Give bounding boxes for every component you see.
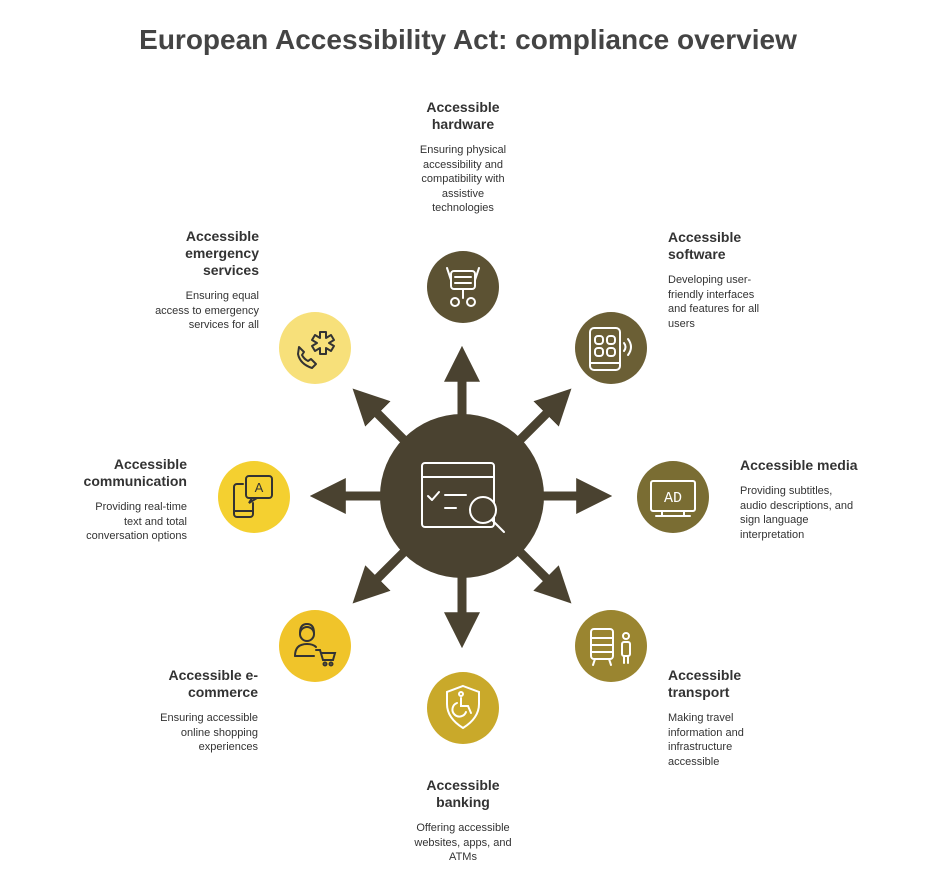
node-media — [637, 461, 709, 533]
node-software — [575, 312, 647, 384]
node-hardware — [427, 251, 499, 323]
svg-text:A: A — [254, 480, 264, 495]
svg-text:AD: AD — [663, 490, 683, 507]
arrow-up-right — [520, 400, 560, 440]
arrow-down-left — [364, 552, 404, 592]
item-description: Making travel information and infrastructure accessible — [668, 712, 744, 768]
item-title: Accessible media — [740, 457, 858, 473]
page-title: European Accessibility Act: compliance overview — [139, 24, 797, 55]
item-transport — [668, 667, 808, 769]
node-communication — [218, 461, 290, 533]
arrow-down-right — [520, 552, 560, 592]
item-communication — [47, 456, 187, 544]
node-emergency — [279, 312, 351, 384]
item-description: Providing real-time text and total conversation options — [86, 501, 187, 542]
node-transport — [575, 610, 647, 682]
hub — [380, 414, 544, 578]
item-description: Ensuring physical accessibility and compatibility with assistive technologies — [419, 144, 507, 214]
item-description: Offering accessible websites, apps, and ATMs — [414, 822, 512, 863]
item-description: Providing subtitles, audio descriptions, and sign language interpretation — [740, 485, 854, 541]
item-title: Accessible banking — [426, 777, 500, 810]
item-banking — [393, 777, 533, 865]
item-description: Ensuring accessible online shopping experiences — [160, 712, 258, 753]
item-ecommerce — [118, 667, 258, 755]
item-title: Accessible e- commerce — [168, 667, 258, 700]
item-description: Ensuring equal access to emergency services for all — [155, 290, 259, 331]
item-hardware — [393, 99, 533, 216]
item-title: Accessible hardware — [426, 99, 500, 132]
item-title: Accessible software — [668, 229, 742, 262]
arrow-up-left — [364, 400, 404, 440]
node-banking — [427, 672, 499, 744]
item-description: Developing user- friendly interfaces and features for all users — [668, 274, 760, 330]
item-title: Accessible communication — [83, 456, 187, 489]
item-media — [740, 457, 890, 542]
item-title: Accessible transport — [668, 667, 742, 700]
item-emergency — [119, 228, 259, 333]
item-title: Accessible emergency services — [185, 228, 259, 278]
item-software — [668, 229, 808, 331]
node-ecommerce — [279, 610, 351, 682]
